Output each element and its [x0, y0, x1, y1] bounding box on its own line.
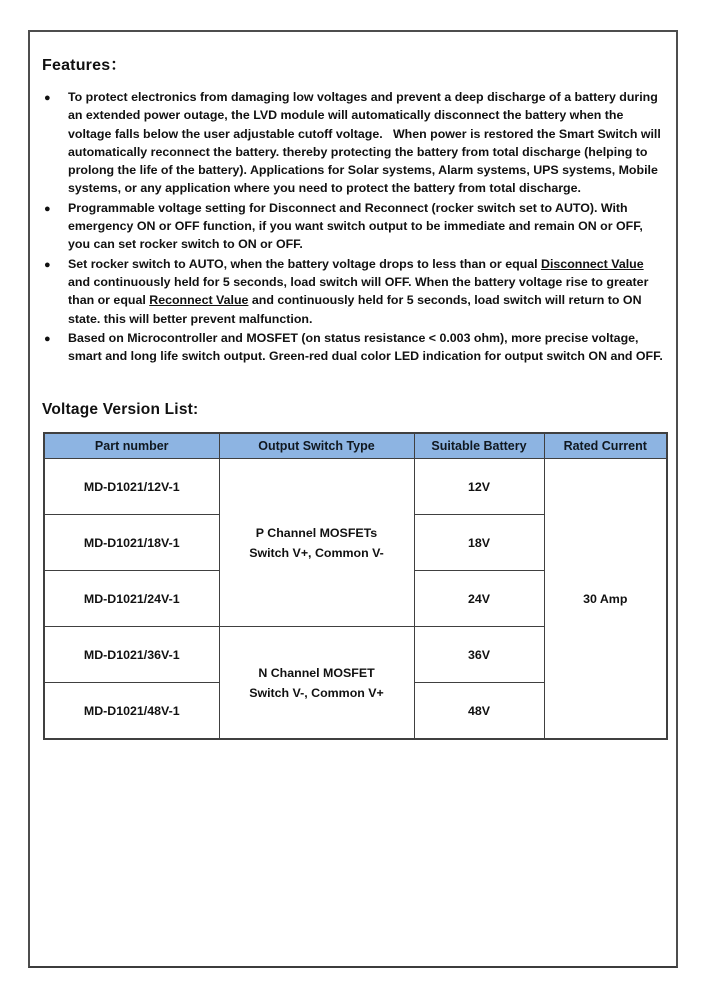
battery-cell: 36V	[414, 627, 544, 683]
voltage-version-list-heading: Voltage Version List:	[42, 401, 199, 419]
battery-cell: 48V	[414, 683, 544, 740]
column-header-rated-current: Rated Current	[544, 433, 667, 459]
feature-item	[44, 199, 663, 254]
bullet-icon: ●	[44, 332, 51, 345]
feature-text: Set rocker switch to AUTO, when the battery voltage drops to less than or equal Disconnect Value and continuously held for 5 seconds, load switch will OFF. When the battery voltage rise to greater than or equal Reconnect Value and continuously held for 5 seconds, load switch will return to ON state. this will better prevent malfunction.	[68, 256, 652, 326]
switch-type-cell: P Channel MOSFETs Switch V+, Common V-	[219, 459, 414, 627]
bullet-icon: ●	[44, 92, 51, 104]
rated-current-cell: 30 Amp	[544, 459, 667, 740]
features-heading: Features：	[42, 57, 127, 74]
feature-item	[44, 255, 663, 328]
column-header-suitable-battery: Suitable Battery	[414, 433, 544, 459]
battery-cell: 12V	[414, 459, 544, 515]
underlined-term: Disconnect Value	[541, 256, 644, 271]
feature-text: Based on Microcontroller and MOSFET (on status resistance < 0.003 ohm), more precise voltage, smart and long life switch output. Green-red dual color LED indication for output switch ON and OFF.	[68, 330, 663, 364]
switch-type-cell: N Channel MOSFET Switch V-, Common V+	[219, 627, 414, 740]
feature-item	[44, 88, 663, 198]
feature-item	[44, 329, 663, 366]
part-number-cell: MD-D1021/48V-1	[44, 683, 219, 740]
bullet-icon: ●	[44, 258, 51, 271]
part-number-cell: MD-D1021/18V-1	[44, 515, 219, 571]
table-row	[44, 459, 667, 515]
battery-cell: 24V	[414, 571, 544, 627]
battery-cell: 18V	[414, 515, 544, 571]
document-page	[28, 30, 678, 968]
table-header-row	[44, 433, 667, 459]
voltage-version-table	[43, 432, 668, 740]
part-number-cell: MD-D1021/24V-1	[44, 571, 219, 627]
part-number-cell: MD-D1021/36V-1	[44, 627, 219, 683]
features-list	[42, 88, 663, 365]
bullet-icon: ●	[44, 202, 51, 215]
feature-text: To protect electronics from damaging low voltages and prevent a deep discharge of a battery during an extended power outage, the LVD module will automatically disconnect the battery when the voltage falls below the user adjustable cutoff voltage. When power is restored the Smart Switch will automatically reconnect the battery. thereby protecting the battery from total discharge (helping to prolong the life of the battery). Applications for Solar systems, Alarm systems, UPS systems, Mobile systems, or any application where you need to protect the battery from total discharge.	[68, 90, 665, 196]
column-header-output-switch-type: Output Switch Type	[219, 433, 414, 459]
underlined-term: Reconnect Value	[149, 293, 249, 308]
column-header-part-number: Part number	[44, 433, 219, 459]
feature-text: Programmable voltage setting for Disconnect and Reconnect (rocker switch set to AUTO). With emergency ON or OFF function, if you want switch output to be immediate and remain ON or OFF, you can set rocker switch to ON or OFF.	[68, 200, 647, 252]
part-number-cell: MD-D1021/12V-1	[44, 459, 219, 515]
